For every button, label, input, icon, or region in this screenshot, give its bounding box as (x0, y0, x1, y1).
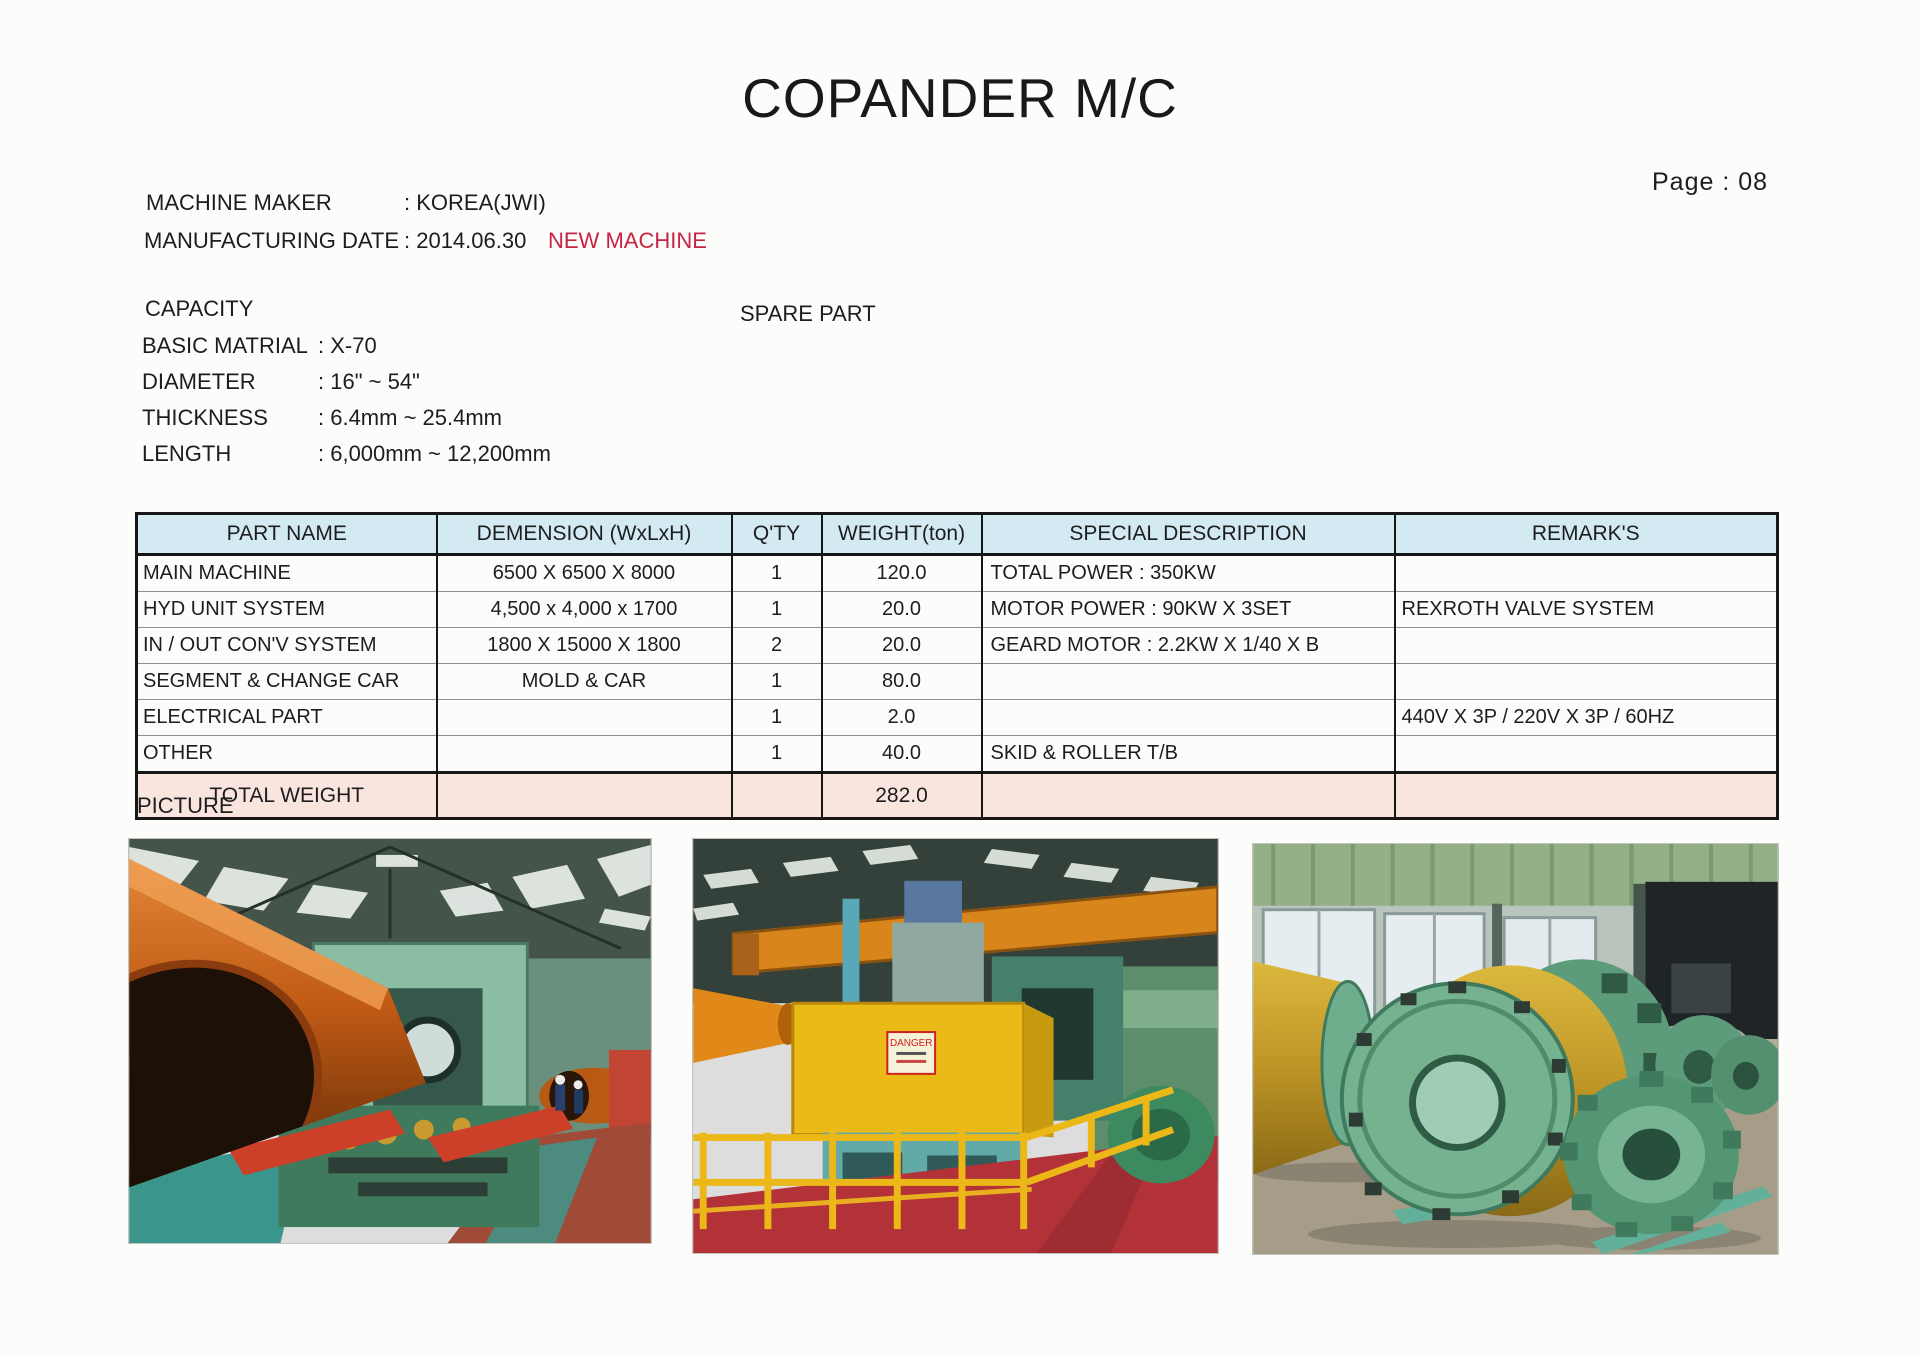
cell-weight: 80.0 (822, 664, 982, 700)
thickness-label: THICKNESS (142, 405, 268, 430)
table-row (137, 628, 1778, 664)
total-empty-cell (1395, 773, 1778, 819)
cell-description: MOTOR POWER : 90KW X 3SET (982, 592, 1395, 628)
cell-description: GEARD MOTOR : 2.2KW X 1/40 X B (982, 628, 1395, 664)
col-header-remarks: REMARK'S (1395, 514, 1778, 555)
photo-pipe-expander-main-machine (128, 838, 652, 1244)
cell-qty: 1 (732, 736, 822, 773)
machine-maker-label: MACHINE MAKER (146, 190, 332, 215)
cell-remarks (1395, 628, 1778, 664)
picture-section-label: PICTURE (137, 793, 234, 818)
cell-weight: 40.0 (822, 736, 982, 773)
cell-qty: 2 (732, 628, 822, 664)
cell-dimension (437, 736, 732, 773)
cell-weight: 120.0 (822, 555, 982, 592)
cell-remarks: 440V X 3P / 220V X 3P / 60HZ (1395, 700, 1778, 736)
total-empty-cell (982, 773, 1395, 819)
diameter-label: DIAMETER (142, 369, 256, 394)
table-row (137, 592, 1778, 628)
manufacturing-date-label: MANUFACTURING DATE (144, 228, 400, 253)
cell-part-name: HYD UNIT SYSTEM (137, 592, 437, 628)
cell-dimension: 6500 X 6500 X 8000 (437, 555, 732, 592)
spare-part-section-label: SPARE PART (740, 301, 876, 326)
cell-description: TOTAL POWER : 350KW (982, 555, 1395, 592)
cell-weight: 20.0 (822, 628, 982, 664)
basic-material-label: BASIC MATRIAL (142, 333, 308, 358)
table-row (137, 664, 1778, 700)
cell-qty: 1 (732, 592, 822, 628)
col-header-dimension: DEMENSION (WxLxH) (437, 514, 732, 555)
new-machine-note: NEW MACHINE (548, 228, 707, 253)
parts-table (135, 512, 1779, 820)
page-number: Page : 08 (1652, 168, 1769, 196)
length-value: : 6,000mm ~ 12,200mm (318, 441, 551, 466)
total-weight-label: TOTAL WEIGHT (137, 773, 437, 819)
total-empty-cell (437, 773, 732, 819)
cell-dimension (437, 700, 732, 736)
cell-remarks (1395, 736, 1778, 773)
cell-remarks: REXROTH VALVE SYSTEM (1395, 592, 1778, 628)
cell-description (982, 664, 1395, 700)
motor-unit (904, 881, 962, 925)
total-weight-value: 282.0 (822, 773, 982, 819)
cell-qty: 1 (732, 664, 822, 700)
table-row (137, 700, 1778, 736)
cell-weight: 20.0 (822, 592, 982, 628)
col-header-qty: Q'TY (732, 514, 822, 555)
cell-remarks (1395, 555, 1778, 592)
cell-dimension: 4,500 x 4,000 x 1700 (437, 592, 732, 628)
total-empty-cell (732, 773, 822, 819)
basic-material-value: : X-70 (318, 333, 377, 358)
photo-segment-ring-molds (1252, 843, 1779, 1255)
machine-maker-value: : KOREA(JWI) (404, 190, 546, 215)
cell-part-name: MAIN MACHINE (137, 555, 437, 592)
cell-remarks (1395, 664, 1778, 700)
cell-dimension: MOLD & CAR (437, 664, 732, 700)
photo-conveyor-line-safety-fence (692, 838, 1219, 1254)
cell-part-name: OTHER (137, 736, 437, 773)
col-header-part-name: PART NAME (137, 514, 437, 555)
photo-conveyor-line-illustration (693, 839, 1218, 1253)
cell-description: SKID & ROLLER T/B (982, 736, 1395, 773)
length-label: LENGTH (142, 441, 232, 466)
col-header-description: SPECIAL DESCRIPTION (982, 514, 1395, 555)
page-title: COPANDER M/C (742, 67, 1178, 129)
table-row (137, 736, 1778, 773)
diameter-value: : 16" ~ 54" (318, 369, 420, 394)
thickness-value: : 6.4mm ~ 25.4mm (318, 405, 503, 430)
cell-weight: 2.0 (822, 700, 982, 736)
cell-part-name: SEGMENT & CHANGE CAR (137, 664, 437, 700)
cell-part-name: ELECTRICAL PART (137, 700, 437, 736)
cell-dimension: 1800 X 15000 X 1800 (437, 628, 732, 664)
capacity-section-label: CAPACITY (145, 296, 254, 321)
table-header-row (137, 514, 1778, 555)
danger-sign (887, 1032, 935, 1074)
danger-sign-text: DANGER (889, 1038, 933, 1049)
col-header-weight: WEIGHT(ton) (822, 514, 982, 555)
cell-qty: 1 (732, 555, 822, 592)
cell-description (982, 700, 1395, 736)
table-row (137, 555, 1778, 592)
distant-red-machine (609, 1050, 651, 1134)
total-weight-row (137, 773, 1778, 819)
photo-segment-molds-illustration (1253, 844, 1778, 1254)
cell-part-name: IN / OUT CON'V SYSTEM (137, 628, 437, 664)
manufacturing-date-value: : 2014.06.30 (404, 228, 527, 253)
photo-pipe-expander-illustration (129, 839, 651, 1243)
cell-qty: 1 (732, 700, 822, 736)
